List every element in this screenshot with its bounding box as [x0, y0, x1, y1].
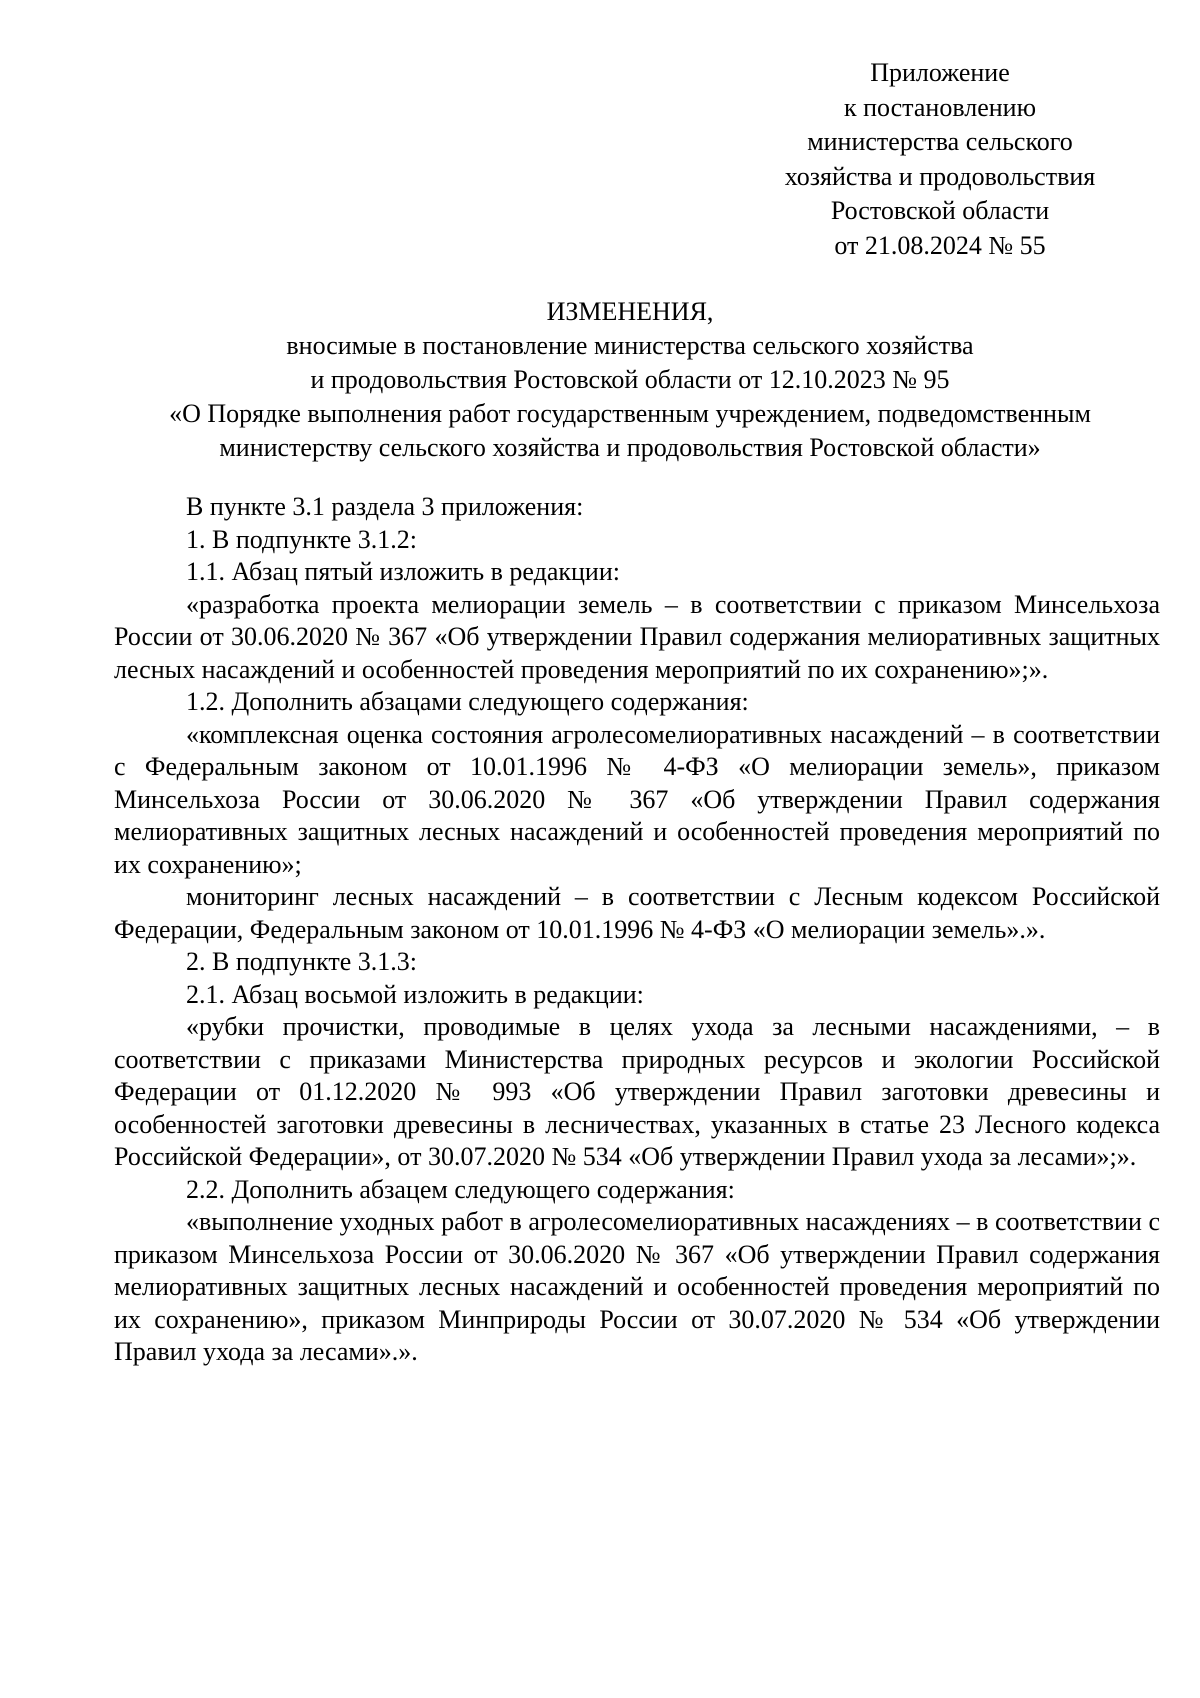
annex-line: Ростовской области — [830, 196, 1050, 225]
annex-line: министерства сельского — [807, 127, 1073, 156]
body-paragraph: 2.1. Абзац восьмой изложить в редакции: — [186, 979, 644, 1009]
body-paragraph: «рубки прочистки, проводимые в целях ухода за лесными насаждениями, – в соответствии с приказами Министерства природных ресурсов и экологии Российской Федерации от 01.12.2020 № 993 «Об утверждении Правил заготовки древесины и особенностей заготовки древесины в лесничествах, указанных в статье 23 Лесного кодекса Российской Федерации», от 30.07.2020 № 534 «Об утверждении Правил ухода за лесами»;». — [114, 1012, 1160, 1171]
heading-line: вносимые в постановление министерства сельского хозяйства — [286, 331, 974, 360]
body-paragraph: 1.1. Абзац пятый изложить в редакции: — [186, 557, 620, 586]
annex-line: Приложение — [870, 58, 1010, 87]
body-paragraph: 2. В подпункте 3.1.3: — [186, 947, 417, 976]
body-paragraph: 2.2. Дополнить абзацем следующего содержания: — [186, 1174, 735, 1204]
body-paragraph: «комплексная оценка состояния агролесомелиоративных насаждений – в соответствии с Федеральным законом от 10.01.1996 № 4-ФЗ «О мелиорации земель», приказом Минсельхоза России от 30.06.2020 № 367 «Об утверждении Правил содержания мелиоративных защитных лесных насаждений и особенностей проведения мероприятий по их сохранению»; — [114, 719, 1160, 879]
body-paragraph: 1. В подпункте 3.1.2: — [186, 524, 417, 554]
document-heading — [100, 295, 1160, 465]
annex-block — [740, 56, 1140, 263]
body-paragraph: «выполнение уходных работ в агролесомелиоративных насаждениях – в соответствии с приказом Минсельхоза России от 30.06.2020 № 367 «Об утверждении Правил содержания мелиоративных защитных лесных насаждений и особенностей проведения мероприятий по их сохранению», приказом Минприроды России от 30.07.2020 № 534 «Об утверждении Правил ухода за лесами».». — [114, 1207, 1160, 1366]
annex-line: к постановлению — [843, 92, 1037, 122]
body-paragraph: В пункте 3.1 раздела 3 приложения: — [186, 492, 584, 521]
heading-title: ИЗМЕНЕНИЯ, — [546, 297, 714, 326]
body-paragraph: мониторинг лесных насаждений – в соответствии с Лесным кодексом Российской Федерации, Федеральным законом от 10.01.1996 № 4-ФЗ «О мелиорации земель».». — [114, 882, 1160, 944]
heading-line: и продовольствия Ростовской области от 12.10.2023 № 95 — [310, 365, 950, 394]
body-paragraph: «разработка проекта мелиорации земель – в соответствии с приказом Минсельхоза России от 30.06.2020 № 367 «Об утверждении Правил содержания мелиоративных защитных лесных насаждений и особенностей проведения мероприятий по их сохранению»;». — [114, 589, 1160, 684]
body-paragraph: 1.2. Дополнить абзацами следующего содержания: — [186, 687, 749, 716]
annex-line: хозяйства и продовольствия — [784, 161, 1096, 191]
annex-line: от 21.08.2024 № 55 — [834, 230, 1046, 260]
heading-line: «О Порядке выполнения работ государственным учреждением, подведомственным — [169, 399, 1091, 428]
document-body — [114, 491, 1160, 1369]
heading-line: министерству сельского хозяйства и продовольствия Ростовской области» — [219, 433, 1041, 462]
